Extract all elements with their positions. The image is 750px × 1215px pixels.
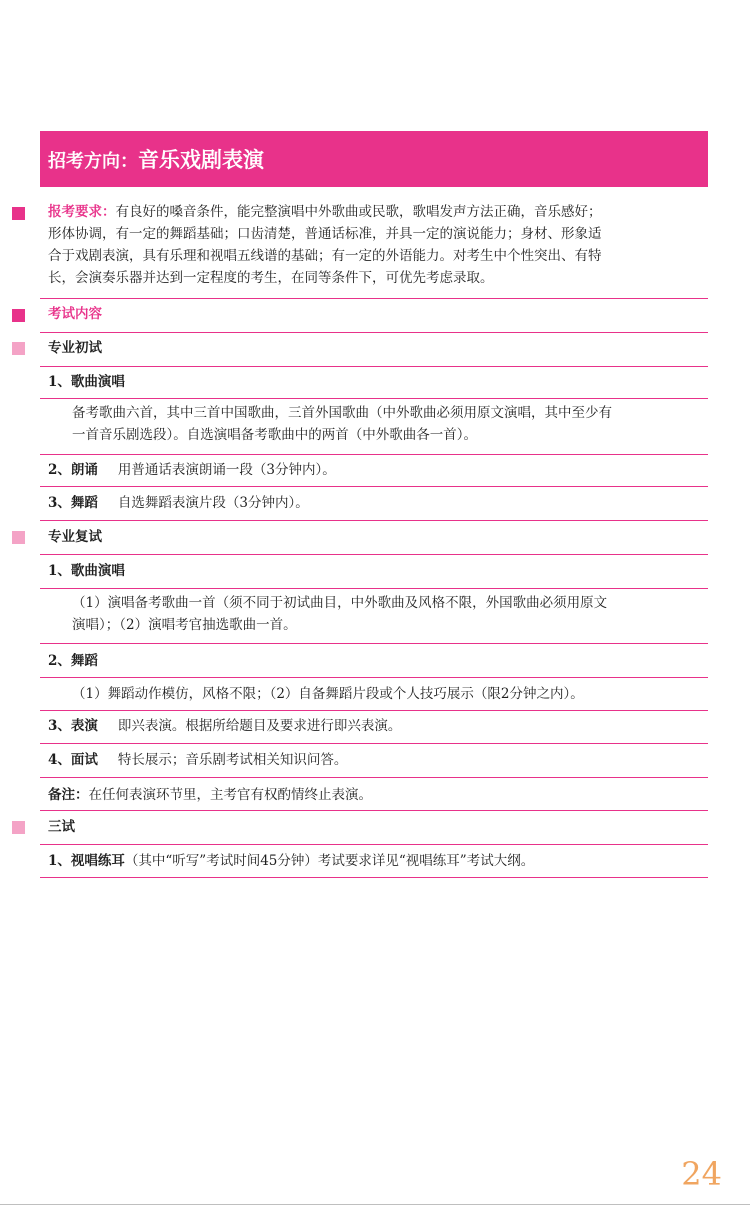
divider <box>40 643 708 644</box>
requirements-line-3: 合于戏剧表演，具有乐理和视唱五线谱的基础；有一定的外语能力。对考生中个性突出、有特 <box>48 248 602 264</box>
preliminary-item-2-title: 2、朗诵 <box>48 462 98 478</box>
divider <box>40 454 708 455</box>
banner-major: 音乐戏剧表演 <box>138 147 264 172</box>
divider <box>40 398 708 399</box>
second-item-2-text: （1）舞蹈动作模仿，风格不限；（2）自备舞蹈片段或个人技巧展示（限2分钟之内）。 <box>72 686 584 702</box>
divider <box>40 366 708 367</box>
bullet-square-icon <box>12 821 25 834</box>
preliminary-item-1-line-2: 一首音乐剧选段）。自选演唱备考歌曲中的两首（中外歌曲各一首）。 <box>72 427 477 443</box>
divider <box>40 677 708 678</box>
requirements-line-2: 形体协调，有一定的舞蹈基础；口齿清楚，普通话标准，并具一定的演说能力；身材、形象适 <box>48 226 602 242</box>
section-banner <box>40 131 708 187</box>
second-item-1-line-1: （1）演唱备考歌曲一首（须不同于初试曲目，中外歌曲及风格不限，外国歌曲必须用原文 <box>72 595 608 611</box>
divider <box>40 486 708 487</box>
bullet-square-icon <box>12 531 25 544</box>
requirements-label: 报考要求： <box>48 204 116 220</box>
second-item-1-line-2: 演唱）；（2）演唱考官抽选歌曲一首。 <box>72 617 297 633</box>
divider <box>40 777 708 778</box>
preliminary-item-1-title: 1、歌曲演唱 <box>48 374 125 390</box>
bullet-square-icon <box>12 309 25 322</box>
bullet-square-icon <box>12 207 25 220</box>
page-bottom-rule <box>0 1204 750 1205</box>
second-item-3 <box>48 715 401 737</box>
divider <box>40 810 708 811</box>
third-heading: 三试 <box>48 819 75 835</box>
preliminary-item-1-line-1: 备考歌曲六首，其中三首中国歌曲，三首外国歌曲（中外歌曲必须用原文演唱，其中至少有 <box>72 405 612 421</box>
second-note-text: 在任何表演环节里，主考官有权酌情终止表演。 <box>88 787 372 803</box>
requirements-line-4: 长，会演奏乐器并达到一定程度的考生，在同等条件下，可优先考虑录取。 <box>48 270 494 286</box>
second-item-3-title: 3、表演 <box>48 718 98 734</box>
exam-content-heading: 考试内容 <box>48 306 102 322</box>
second-item-4 <box>48 749 347 771</box>
preliminary-item-2-text: 用普通话表演朗诵一段（3分钟内）。 <box>117 462 336 478</box>
second-heading: 专业复试 <box>48 529 102 545</box>
requirements-text-1: 有良好的嗓音条件，能完整演唱中外歌曲或民歌，歌唱发声方法正确，音乐感好； <box>115 204 602 220</box>
second-item-3-text: 即兴表演。根据所给题目及要求进行即兴表演。 <box>117 718 402 734</box>
divider <box>40 298 708 299</box>
banner-title <box>48 144 264 174</box>
second-note <box>48 784 372 806</box>
divider <box>40 844 708 845</box>
divider <box>40 877 708 878</box>
bullet-square-icon <box>12 342 25 355</box>
requirements-line-1 <box>48 201 602 223</box>
divider <box>40 554 708 555</box>
preliminary-heading: 专业初试 <box>48 340 102 356</box>
banner-prefix: 招考方向： <box>48 151 138 172</box>
divider <box>40 710 708 711</box>
preliminary-item-3-text: 自选舞蹈表演片段（3分钟内）。 <box>117 495 309 511</box>
second-item-1-title: 1、歌曲演唱 <box>48 563 125 579</box>
preliminary-item-3 <box>48 492 309 514</box>
divider <box>40 520 708 521</box>
page-number: 24 <box>681 1155 722 1193</box>
third-item-1-text: （其中“听写”考试时间45分钟）考试要求详见“视唱练耳”考试大纲。 <box>124 853 535 869</box>
divider <box>40 588 708 589</box>
second-item-2-title: 2、舞蹈 <box>48 653 98 669</box>
third-item-1-title: 1、视唱练耳 <box>48 853 125 869</box>
preliminary-item-2 <box>48 459 336 481</box>
second-item-4-title: 4、面试 <box>48 752 98 768</box>
divider <box>40 332 708 333</box>
second-note-label: 备注： <box>48 787 89 803</box>
third-item-1 <box>48 850 534 872</box>
preliminary-item-3-title: 3、舞蹈 <box>48 495 98 511</box>
second-item-4-text: 特长展示；音乐剧考试相关知识问答。 <box>117 752 348 768</box>
divider <box>40 743 708 744</box>
